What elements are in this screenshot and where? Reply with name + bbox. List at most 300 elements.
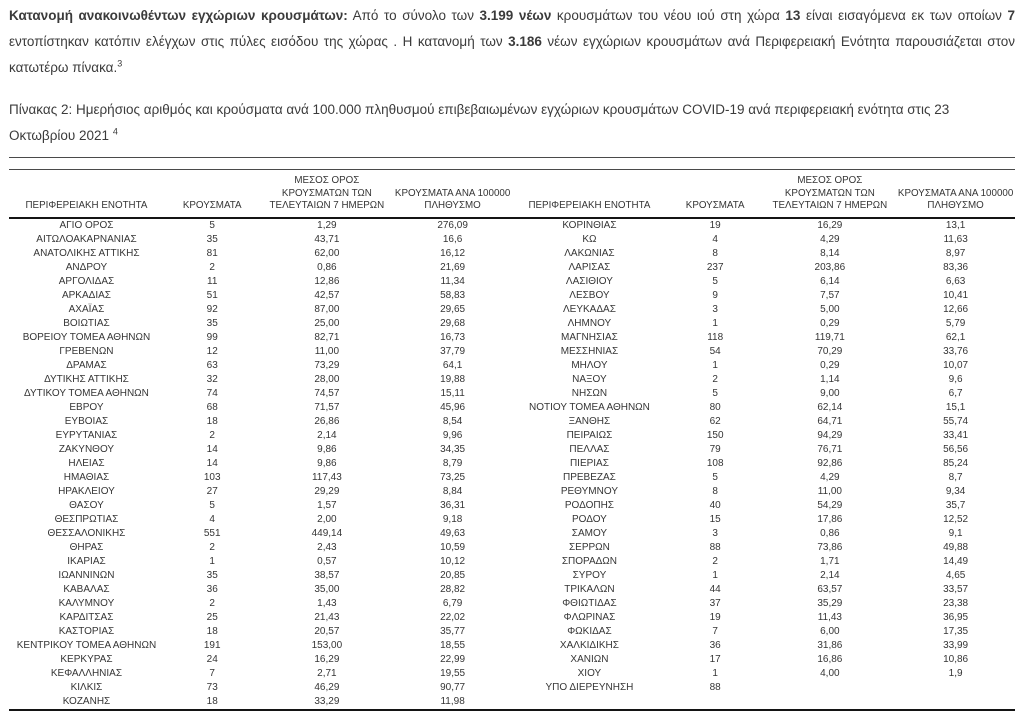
value-cell: 92 (206, 303, 218, 315)
value-cell: 35 (206, 317, 218, 329)
table-row (9, 415, 1015, 429)
value-cell: 20,57 (314, 625, 340, 637)
value-cell: 9,86 (317, 457, 337, 469)
value-cell: 0,29 (820, 317, 840, 329)
value-cell: 36 (709, 639, 721, 651)
region-name-cell: ΚΙΛΚΙΣ (70, 681, 103, 693)
value-cell: 4,29 (820, 233, 840, 245)
value-cell: 73,86 (817, 541, 843, 553)
table-row (9, 317, 1015, 331)
value-cell: 31,86 (817, 639, 843, 651)
value-cell: 2,71 (317, 667, 337, 679)
value-cell: 8 (712, 485, 718, 497)
region-name-cell: ΦΘΙΩΤΙΔΑΣ (562, 597, 617, 609)
value-cell: 5 (712, 387, 718, 399)
intro-text-2: κρουσμάτων του νέου ιού στη χώρα (551, 8, 786, 23)
region-name-cell: ΗΛΕΙΑΣ (68, 457, 105, 469)
column-header: ΚΡΟΥΣΜΑΤΑ ΑΝΑ 100000 ΠΛΗΘΥΣΜΟ (394, 187, 511, 211)
value-cell: 18 (206, 415, 218, 427)
domestic-cases: 3.186 (508, 34, 542, 49)
table-row (9, 275, 1015, 289)
value-cell: 29,65 (440, 303, 466, 315)
value-cell: 117,43 (311, 471, 342, 483)
table-row (9, 429, 1015, 443)
region-name-cell: ΣΕΡΡΩΝ (568, 541, 610, 553)
table-row (9, 681, 1015, 695)
region-name-cell: ΛΑΡΙΣΑΣ (568, 261, 611, 273)
value-cell: 17 (709, 653, 721, 665)
region-name-cell: ΛΕΣΒΟΥ (569, 289, 610, 301)
value-cell: 35,7 (945, 499, 966, 511)
table-row (9, 485, 1015, 499)
value-cell: 5 (712, 471, 718, 483)
value-cell: 4,29 (820, 471, 840, 483)
value-cell: 12,66 (943, 303, 969, 315)
value-cell: 8,7 (948, 471, 963, 483)
value-cell: 28,82 (440, 583, 466, 595)
region-name-cell: ΛΗΜΝΟΥ (567, 317, 612, 329)
table-row (9, 443, 1015, 457)
region-name-cell: ΛΕΥΚΑΔΑΣ (562, 303, 616, 315)
value-cell: 33,57 (943, 583, 969, 595)
region-name-cell: ΚΕΡΚΥΡΑΣ (60, 653, 113, 665)
region-name-cell: ΣΠΟΡΑΔΩΝ (561, 555, 617, 567)
value-cell: 13,1 (945, 219, 966, 231)
region-name-cell: ΗΜΑΘΙΑΣ (63, 471, 110, 483)
value-cell: 32 (206, 373, 218, 385)
value-cell: 26,86 (314, 415, 340, 427)
value-cell: 9,18 (442, 513, 463, 525)
value-cell: 33,41 (943, 429, 969, 441)
region-name-cell: ΖΑΚΥΝΘΟΥ (58, 443, 115, 455)
table-row (9, 233, 1015, 247)
value-cell: 9,86 (317, 443, 337, 455)
table-row (9, 513, 1015, 527)
table-row (9, 653, 1015, 667)
value-cell: 22,02 (440, 611, 466, 623)
value-cell: 74 (206, 387, 218, 399)
value-cell: 103 (203, 471, 221, 483)
value-cell: 16,29 (314, 653, 340, 665)
value-cell: 6,63 (945, 275, 966, 287)
value-cell: 19 (709, 219, 721, 231)
table-row (9, 625, 1015, 639)
table-row (9, 471, 1015, 485)
value-cell: 5 (209, 499, 215, 511)
value-cell: 237 (706, 261, 724, 273)
region-name-cell: ΛΑΚΩΝΙΑΣ (564, 247, 615, 259)
region-name-cell: ΧΑΛΚΙΔΙΚΗΣ (559, 639, 619, 651)
value-cell: 11,98 (440, 695, 465, 707)
value-cell: 27 (206, 485, 218, 497)
value-cell: 108 (706, 457, 724, 469)
column-header: ΠΕΡΙΦΕΡΕΙΑΚΗ ΕΝΟΤΗΤΑ (528, 200, 651, 211)
value-cell: 19,88 (440, 373, 466, 385)
region-name-cell: ΡΕΘΥΜΝΟΥ (560, 485, 618, 497)
value-cell: 2,43 (317, 541, 337, 553)
value-cell: 11,63 (943, 233, 968, 245)
value-cell: 51 (206, 289, 218, 301)
region-name-cell: ΠΙΕΡΙΑΣ (569, 457, 609, 469)
table-row (9, 527, 1015, 541)
value-cell: 1,14 (820, 373, 840, 385)
value-cell: 4 (712, 233, 718, 245)
table-row (9, 359, 1015, 373)
value-cell: 6,14 (820, 275, 840, 287)
value-cell: 54,29 (817, 499, 843, 511)
region-name-cell: ΑΧΑΪΑΣ (68, 303, 105, 315)
value-cell: 76,71 (817, 443, 843, 455)
region-name-cell: ΑΓΙΟ ΟΡΟΣ (59, 219, 114, 231)
value-cell: 35,29 (817, 597, 843, 609)
value-cell: 25,00 (314, 317, 340, 329)
value-cell: 12,86 (314, 275, 340, 287)
value-cell: 0,86 (317, 261, 337, 273)
value-cell: 7 (712, 625, 718, 637)
value-cell: 0,29 (820, 359, 840, 371)
value-cell: 1,29 (317, 219, 337, 231)
region-name-cell: ΚΕΦΑΛΛΗΝΙΑΣ (50, 667, 123, 679)
value-cell: 87,00 (314, 303, 340, 315)
value-cell: 4,65 (945, 569, 966, 581)
value-cell (667, 695, 764, 710)
region-name-cell: ΑΙΤΩΛΟΑΚΑΡΝΑΝΙΑΣ (36, 233, 137, 245)
value-cell: 15 (709, 513, 721, 525)
value-cell: 15,1 (945, 401, 966, 413)
table-row (9, 261, 1015, 275)
value-cell: 35 (206, 569, 218, 581)
value-cell: 64,1 (442, 359, 463, 371)
region-name-cell: ΝΟΤΙΟΥ ΤΟΜΕΑ ΑΘΗΝΩΝ (529, 401, 650, 413)
value-cell: 45,96 (440, 401, 466, 413)
value-cell: 153,00 (311, 639, 343, 651)
value-cell: 7 (209, 667, 215, 679)
value-cell: 73,29 (314, 359, 340, 371)
value-cell: 92,86 (817, 457, 843, 469)
value-cell: 40 (709, 499, 721, 511)
value-cell: 2 (712, 555, 718, 567)
value-cell: 74,57 (314, 387, 340, 399)
value-cell: 2,00 (317, 513, 337, 525)
intro-text-3: είναι εισαγόμενα εκ των οποίων (800, 8, 1008, 23)
value-cell: 90,77 (440, 681, 466, 693)
region-name-cell: ΙΩΑΝΝΙΝΩΝ (58, 569, 115, 581)
value-cell: 18 (206, 625, 218, 637)
value-cell: 36,31 (440, 499, 466, 511)
value-cell: 63,57 (817, 583, 843, 595)
header-row (9, 170, 1015, 218)
value-cell (896, 681, 1015, 695)
region-name-cell: ΥΠΟ ΔΙΕΡΕΥΝΗΣΗ (545, 681, 634, 693)
table-row (9, 345, 1015, 359)
table-row (9, 247, 1015, 261)
region-name-cell: ΜΕΣΣΗΝΙΑΣ (560, 345, 619, 357)
value-cell: 1 (712, 569, 718, 581)
table-row (9, 569, 1015, 583)
table-row (9, 387, 1015, 401)
value-cell: 0,57 (317, 555, 337, 567)
value-cell: 6,79 (442, 597, 463, 609)
gate-cases: 7 (1007, 8, 1015, 23)
value-cell: 12,52 (943, 513, 969, 525)
value-cell: 55,74 (943, 415, 969, 427)
table-row (9, 583, 1015, 597)
value-cell: 49,63 (440, 527, 466, 539)
value-cell: 8,14 (820, 247, 840, 259)
table-header (9, 170, 1015, 218)
value-cell: 38,57 (314, 569, 340, 581)
value-cell: 36,95 (943, 611, 969, 623)
intro-text-4: εντοπίστηκαν κατόπιν ελέγχων στις πύλες εισόδου της χώρας . Η κατανομή των (9, 34, 509, 49)
value-cell: 9,96 (442, 429, 463, 441)
value-cell: 24 (206, 653, 218, 665)
value-cell: 119,71 (814, 331, 845, 343)
value-cell: 8,79 (442, 457, 463, 469)
region-name-cell: ΠΡΕΒΕΖΑΣ (562, 471, 616, 483)
table-row (9, 541, 1015, 555)
column-header: ΚΡΟΥΣΜΑΤΑ (182, 200, 242, 211)
table-row (9, 667, 1015, 681)
value-cell: 6,00 (820, 625, 840, 637)
value-cell: 73,25 (440, 471, 466, 483)
region-name-cell: ΕΥΡΥΤΑΝΙΑΣ (55, 429, 118, 441)
region-name-cell: ΜΗΛΟΥ (571, 359, 608, 371)
region-name-cell: ΚΟΖΑΝΗΣ (62, 695, 111, 707)
value-cell: 3 (712, 303, 718, 315)
value-cell: 33,29 (314, 695, 340, 707)
region-name-cell: ΚΑΒΑΛΑΣ (63, 583, 110, 595)
value-cell: 25 (206, 611, 218, 623)
region-name-cell: ΧΑΝΙΩΝ (570, 653, 609, 665)
value-cell: 5,79 (945, 317, 966, 329)
value-cell: 62,00 (314, 247, 340, 259)
value-cell: 34,35 (440, 443, 466, 455)
value-cell: 2 (712, 373, 718, 385)
table-row (9, 597, 1015, 611)
value-cell: 10,59 (440, 541, 466, 553)
value-cell: 46,29 (314, 681, 340, 693)
region-name-cell: ΣΥΡΟΥ (572, 569, 607, 581)
value-cell: 79 (709, 443, 721, 455)
value-cell: 82,71 (314, 331, 340, 343)
table-row (9, 611, 1015, 625)
table-row (9, 331, 1015, 345)
value-cell: 2,14 (820, 569, 840, 581)
value-cell: 68 (206, 401, 218, 413)
column-header: ΚΡΟΥΣΜΑΤΑ ΑΝΑ 100000 ΠΛΗΘΥΣΜΟ (897, 187, 1014, 211)
value-cell: 21,69 (440, 261, 466, 273)
value-cell: 9,34 (945, 485, 966, 497)
value-cell: 11,00 (314, 345, 340, 357)
column-header: ΜΕΣΟΣ ΟΡΟΣ ΚΡΟΥΣΜΑΤΩΝ ΤΩΝ ΤΕΛΕΥΤΑΙΩΝ 7 ΗΜΕΡΩΝ (269, 175, 385, 211)
value-cell: 118 (707, 331, 724, 343)
region-name-cell: ΠΕΛΛΑΣ (569, 443, 610, 455)
value-cell (763, 695, 896, 710)
value-cell: 16,73 (440, 331, 466, 343)
value-cell: 71,57 (314, 401, 340, 413)
table-top-rule-1 (9, 157, 1015, 158)
value-cell: 19 (709, 611, 721, 623)
value-cell: 37 (709, 597, 721, 609)
value-cell: 3 (712, 527, 718, 539)
value-cell: 33,76 (943, 345, 969, 357)
value-cell: 203,86 (814, 261, 846, 273)
value-cell: 16,29 (817, 219, 843, 231)
region-name-cell: ΘΑΣΟΥ (69, 499, 104, 511)
value-cell: 49,88 (943, 541, 969, 553)
value-cell: 2,14 (317, 429, 337, 441)
value-cell: 16,12 (440, 247, 466, 259)
value-cell: 81 (206, 247, 218, 259)
value-cell: 1,71 (820, 555, 840, 567)
region-name-cell: ΚΑΡΔΙΤΣΑΣ (59, 611, 114, 623)
total-new-cases: 3.199 νέων (479, 8, 552, 23)
table-row (9, 499, 1015, 513)
value-cell: 449,14 (311, 527, 343, 539)
value-cell: 62,14 (817, 401, 843, 413)
caption-text: Πίνακας 2: Ημερήσιος αριθμός και κρούσματα ανά 100.000 πληθυσμού επιβεβαιωμένων εγχώριων κρουσμάτων COVID-19 ανά περιφερειακή ενότητα στις 23 Οκτωβρίου 2021 (9, 102, 950, 143)
table-caption (9, 97, 1015, 149)
region-name-cell: ΑΡΓΟΛΙΔΑΣ (58, 275, 115, 287)
value-cell: 16,86 (817, 653, 843, 665)
value-cell: 62,1 (945, 331, 966, 343)
value-cell: 88 (709, 541, 721, 553)
value-cell: 1,43 (317, 597, 337, 609)
footnote-ref-4: 4 (112, 126, 118, 137)
value-cell: 29,68 (440, 317, 466, 329)
value-cell: 1 (712, 359, 718, 371)
intro-text-1: Από το σύνολο των (347, 8, 480, 23)
value-cell: 35 (206, 233, 218, 245)
region-name-cell: ΠΕΙΡΑΙΩΣ (566, 429, 613, 441)
region-name-cell: ΚΩ (582, 233, 597, 245)
value-cell: 94,29 (817, 429, 843, 441)
value-cell: 4 (209, 513, 215, 525)
value-cell: 5 (712, 275, 718, 287)
region-name-cell: ΛΑΣΙΘΙΟΥ (565, 275, 613, 287)
region-name-cell: ΗΡΑΚΛΕΙΟΥ (58, 485, 115, 497)
region-name-cell: ΑΡΚΑΔΙΑΣ (61, 289, 111, 301)
value-cell: 35,77 (440, 625, 466, 637)
value-cell: 150 (706, 429, 724, 441)
value-cell (896, 695, 1015, 710)
intro-paragraph (9, 3, 1015, 81)
region-name-cell: ΘΕΣΣΑΛΟΝΙΚΗΣ (47, 527, 126, 539)
value-cell: 9,6 (948, 373, 963, 385)
value-cell: 80 (709, 401, 721, 413)
value-cell: 11,00 (817, 485, 842, 497)
region-name-cell: ΧΙΟΥ (577, 667, 602, 679)
region-name-cell: ΘΕΣΠΡΩΤΙΑΣ (54, 513, 119, 525)
value-cell: 54 (709, 345, 721, 357)
region-name-cell: ΑΝΔΡΟΥ (65, 261, 108, 273)
intro-lead: Κατανομή ανακοινωθέντων εγχώριων κρουσμάτων: (9, 8, 348, 23)
value-cell: 15,11 (440, 387, 465, 399)
region-name-cell: ΔΥΤΙΚΟΥ ΤΟΜΕΑ ΑΘΗΝΩΝ (24, 387, 149, 399)
value-cell: 9,1 (948, 527, 963, 539)
value-cell: 42,57 (314, 289, 340, 301)
table-row (9, 289, 1015, 303)
region-name-cell: ΣΑΜΟΥ (571, 527, 608, 539)
value-cell: 37,79 (440, 345, 466, 357)
value-cell: 1 (209, 555, 215, 567)
region-name-cell: ΙΚΑΡΙΑΣ (67, 555, 106, 567)
value-cell: 0,86 (820, 527, 840, 539)
value-cell: 10,41 (943, 289, 969, 301)
value-cell: 23,38 (943, 597, 969, 609)
value-cell: 83,36 (943, 261, 969, 273)
value-cell: 5,00 (820, 303, 840, 315)
region-name-cell: ΚΕΝΤΡΙΚΟΥ ΤΟΜΕΑ ΑΘΗΝΩΝ (16, 639, 157, 651)
value-cell: 14 (206, 443, 218, 455)
value-cell: 56,56 (943, 443, 969, 455)
value-cell: 43,71 (314, 233, 340, 245)
value-cell: 10,12 (440, 555, 466, 567)
table-row (9, 457, 1015, 471)
region-name-cell: ΑΝΑΤΟΛΙΚΗΣ ΑΤΤΙΚΗΣ (33, 247, 140, 259)
value-cell: 1 (712, 667, 718, 679)
value-cell: 8,97 (945, 247, 966, 259)
value-cell: 8 (712, 247, 718, 259)
table-row (9, 303, 1015, 317)
value-cell: 2 (209, 541, 215, 553)
value-cell: 7,57 (820, 289, 840, 301)
value-cell: 8,84 (442, 485, 463, 497)
value-cell: 62 (709, 415, 721, 427)
value-cell: 6,7 (948, 387, 963, 399)
value-cell: 18 (206, 695, 218, 707)
table-body (9, 218, 1015, 710)
value-cell: 20,85 (440, 569, 466, 581)
intro-text-5: νέων εγχώριων κρουσμάτων ανά Περιφερειακή Ενότητα παρουσιάζεται στον κατωτέρω πίνακα. (9, 34, 1015, 75)
column-header: ΚΡΟΥΣΜΑΤΑ (685, 200, 745, 211)
value-cell: 1 (712, 317, 718, 329)
value-cell: 36 (206, 583, 218, 595)
value-cell: 18,55 (440, 639, 466, 651)
region-name-cell: ΡΟΔΟΥ (572, 513, 607, 525)
footnote-ref-3: 3 (117, 58, 123, 69)
region-name-cell: ΝΗΣΩΝ (571, 387, 608, 399)
table-row (9, 555, 1015, 569)
value-cell: 2 (209, 261, 215, 273)
value-cell: 70,29 (817, 345, 843, 357)
value-cell: 9 (712, 289, 718, 301)
table-row (9, 695, 1015, 710)
region-name-cell: ΒΟΙΩΤΙΑΣ (63, 317, 110, 329)
region-name-cell: ΕΒΡΟΥ (69, 401, 104, 413)
value-cell: 4,00 (820, 667, 840, 679)
value-cell: 11,34 (440, 275, 465, 287)
value-cell: 11 (207, 275, 218, 287)
value-cell: 16,6 (442, 233, 463, 245)
value-cell: 2 (209, 429, 215, 441)
region-name-cell: ΚΟΡΙΝΘΙΑΣ (562, 219, 617, 231)
table-row (9, 218, 1015, 233)
value-cell: 85,24 (943, 457, 969, 469)
imported-cases: 13 (785, 8, 801, 23)
value-cell: 14 (206, 457, 218, 469)
region-name-cell: ΜΑΓΝΗΣΙΑΣ (561, 331, 618, 343)
value-cell: 2 (209, 597, 215, 609)
value-cell: 14,49 (943, 555, 969, 567)
table-row (9, 401, 1015, 415)
table-row (9, 373, 1015, 387)
value-cell: 35,00 (314, 583, 340, 595)
value-cell: 73 (206, 681, 218, 693)
region-name-cell: ΒΟΡΕΙΟΥ ΤΟΜΕΑ ΑΘΗΝΩΝ (22, 331, 151, 343)
value-cell: 22,99 (440, 653, 466, 665)
region-name-cell: ΔΥΤΙΚΗΣ ΑΤΤΙΚΗΣ (44, 373, 129, 385)
